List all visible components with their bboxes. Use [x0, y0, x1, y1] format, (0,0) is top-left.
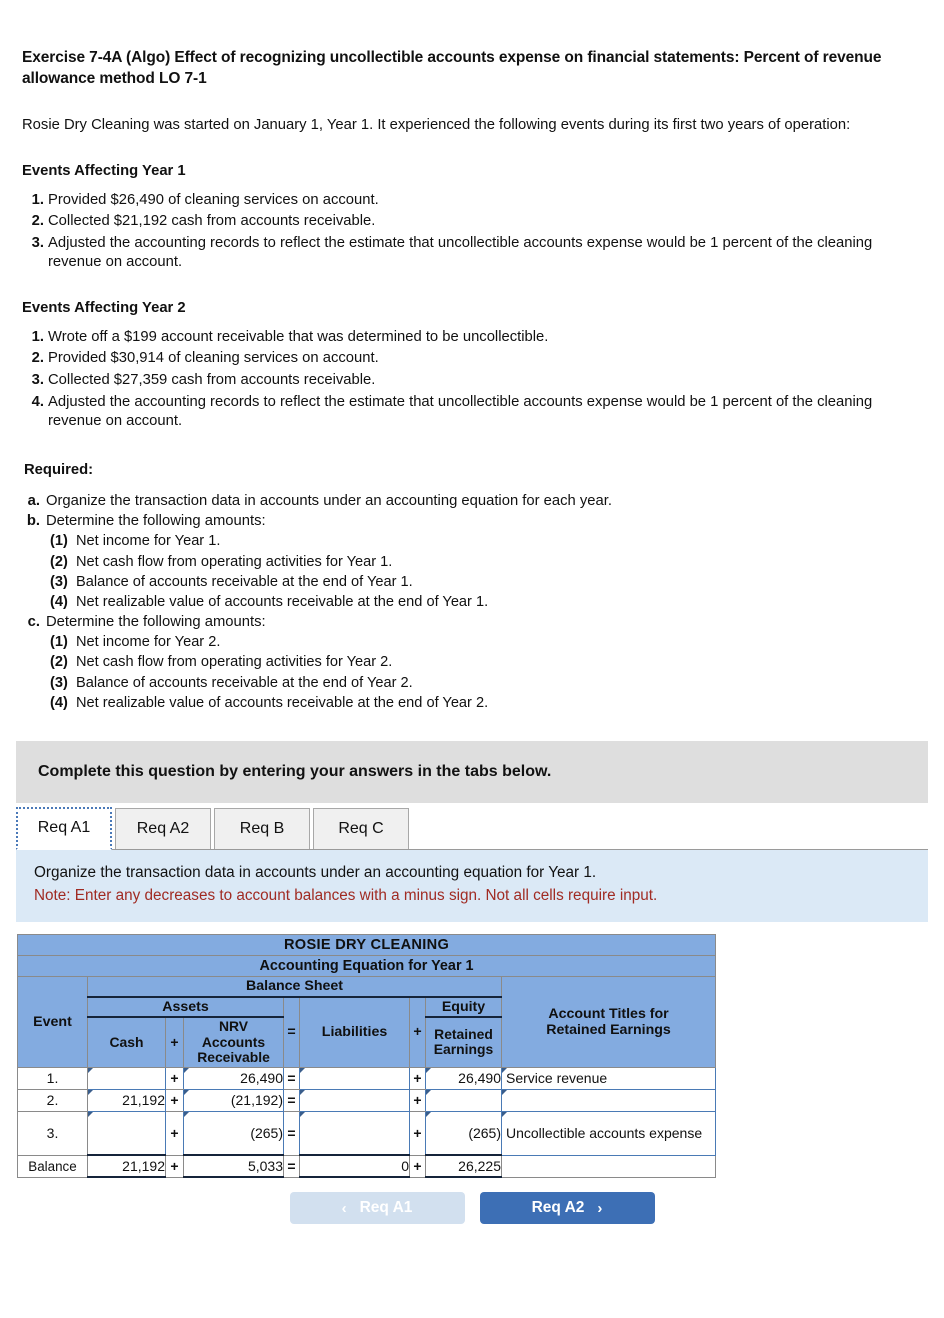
- prev-req-a1-button[interactable]: [290, 1192, 465, 1224]
- plus-operator: +: [166, 1155, 184, 1177]
- event-number: 2.: [18, 1089, 88, 1111]
- plus-operator: +: [166, 1111, 184, 1155]
- table-row: [18, 1067, 716, 1089]
- list-item: [22, 393, 922, 432]
- plus-operator: +: [166, 1089, 184, 1111]
- list-item: [22, 191, 922, 211]
- accounts-receivable-input-row-3[interactable]: (265): [184, 1111, 284, 1155]
- required-subitem-text: Net realizable value of accounts receivable at the end of Year 2.: [76, 694, 489, 711]
- required-subitem: [46, 592, 922, 612]
- required-subitem-text: Net income for Year 1.: [76, 533, 221, 550]
- retained-label-1: Retained: [434, 1025, 493, 1042]
- required-heading: Required:: [24, 461, 94, 478]
- required-sublist: [46, 632, 922, 713]
- cash-input-row-1[interactable]: [88, 1067, 166, 1089]
- year2-event-list: [22, 328, 922, 432]
- list-item-text: Provided $30,914 of cleaning services on account.: [48, 350, 379, 367]
- required-subitem: [46, 632, 922, 652]
- list-item-text: Adjusted the accounting records to reflect the estimate that uncollectible accounts expense would be 1 percent of the cleaning revenue on account.: [48, 393, 873, 430]
- ar-label-nrv: NRV: [218, 1018, 249, 1035]
- balance-cash: 21,192: [88, 1155, 166, 1177]
- next-button-label: Req A2: [531, 1199, 585, 1217]
- table-row: [18, 1089, 716, 1111]
- plus-operator: +: [410, 1155, 426, 1177]
- year1-event-list: [22, 191, 922, 273]
- intro-paragraph: Rosie Dry Cleaning was started on January 1, Year 1. It experienced the following events during its first two years of operation:: [22, 116, 851, 133]
- liabilities-input-row-1[interactable]: [300, 1067, 410, 1089]
- required-item: [20, 491, 922, 511]
- equals-operator: =: [284, 1155, 300, 1177]
- equals-sign-header: =: [284, 997, 300, 1067]
- required-subitem-number: (4): [50, 593, 68, 610]
- required-subitem: [46, 693, 922, 713]
- equals-operator: =: [284, 1067, 300, 1089]
- required-item-number: b.: [26, 513, 40, 529]
- balance-sheet-row: [18, 976, 716, 997]
- list-item: [22, 234, 922, 273]
- retained-earnings-input-row-3[interactable]: (265): [426, 1111, 502, 1155]
- navigation-buttons: [0, 1192, 944, 1242]
- instruction-line: Organize the transaction data in accounts under an accounting equation for Year 1.: [34, 863, 597, 881]
- list-item-text: Collected $21,192 cash from accounts receivable.: [48, 213, 376, 230]
- question-page: [0, 48, 944, 1242]
- equity-header: Equity: [426, 997, 502, 1017]
- equals-operator: =: [284, 1089, 300, 1111]
- plus-operator: +: [166, 1067, 184, 1089]
- balance-retained-earnings: 26,225: [426, 1155, 502, 1177]
- event-number: 3.: [18, 1111, 88, 1155]
- list-item-text: Wrote off a $199 account receivable that was determined to be uncollectible.: [48, 328, 549, 345]
- account-title-input-row-3[interactable]: Uncollectible accounts expense: [502, 1111, 716, 1155]
- list-item-number: 2.: [31, 350, 44, 367]
- year1-heading: Events Affecting Year 1: [22, 162, 186, 179]
- sheet-title-row: [18, 934, 716, 955]
- account-title-input-row-1[interactable]: Service revenue: [502, 1067, 716, 1089]
- event-number: 1.: [18, 1067, 88, 1089]
- required-subitem: [46, 652, 922, 672]
- required-item-text: Organize the transaction data in accounts under an accounting equation for each year.: [46, 492, 612, 509]
- required-item-text: Determine the following amounts:: [46, 613, 266, 630]
- account-titles-line1: Account Titles for: [548, 1005, 669, 1022]
- plus-operator: +: [410, 1089, 426, 1111]
- chevron-right-icon: ›: [597, 1199, 603, 1217]
- equals-operator: =: [284, 1111, 300, 1155]
- account-titles-line2: Retained Earnings: [546, 1021, 671, 1038]
- accounting-equation-sheet: [17, 934, 716, 1179]
- list-item-number: 4.: [31, 393, 44, 410]
- required-subitem-number: (1): [50, 533, 68, 550]
- list-item: [22, 328, 922, 348]
- balance-row: [18, 1155, 716, 1177]
- required-subitem: [46, 673, 922, 693]
- required-item: [20, 511, 922, 612]
- balance-accounts-receivable: 5,033: [184, 1155, 284, 1177]
- retained-earnings-input-row-2[interactable]: [426, 1089, 502, 1111]
- accounts-receivable-input-row-1[interactable]: 26,490: [184, 1067, 284, 1089]
- list-item-number: 1.: [31, 191, 44, 208]
- required-subitem-text: Net cash flow from operating activities for Year 2.: [76, 654, 393, 671]
- tab-req-a2[interactable]: [115, 808, 211, 849]
- required-subitem-number: (4): [50, 694, 68, 711]
- cash-col-header: Cash: [88, 1017, 166, 1067]
- tab-label: Req A1: [37, 819, 91, 837]
- required-subitem-number: (1): [50, 634, 68, 651]
- required-subitem-number: (3): [50, 674, 68, 691]
- required-subitem: [46, 572, 922, 592]
- list-item-number: 2.: [31, 213, 44, 230]
- list-item: [22, 212, 922, 232]
- balance-label: Balance: [18, 1155, 88, 1177]
- required-subitem: [46, 531, 922, 551]
- balance-liabilities: 0: [300, 1155, 410, 1177]
- cash-input-row-3[interactable]: [88, 1111, 166, 1155]
- tab-label: Req B: [239, 819, 285, 837]
- sheet-subtitle: Accounting Equation for Year 1: [18, 955, 716, 976]
- balance-account-title: [502, 1155, 716, 1177]
- complete-question-banner: Complete this question by entering your answers in the tabs below.: [16, 741, 928, 803]
- list-item: [22, 371, 922, 391]
- retained-label-2: Earnings: [433, 1041, 494, 1058]
- assets-plus-header: +: [166, 1017, 184, 1067]
- tab-label: Req C: [338, 819, 384, 837]
- liabilities-input-row-3[interactable]: [300, 1111, 410, 1155]
- list-item-number: 3.: [31, 234, 44, 251]
- required-subitem-number: (2): [50, 654, 68, 671]
- required-subitem: [46, 552, 922, 572]
- required-subitem-text: Net realizable value of accounts receivable at the end of Year 1.: [76, 593, 489, 610]
- required-item-number: c.: [27, 613, 40, 630]
- next-req-a2-button[interactable]: [480, 1192, 655, 1224]
- required-sublist: [46, 531, 922, 612]
- plus-operator: +: [410, 1111, 426, 1155]
- page-title: Exercise 7-4A (Algo) Effect of recognizing uncollectible accounts expense on financial statements: Percent of revenue allowance method LO 7-1: [22, 49, 882, 87]
- instruction-box: [16, 850, 928, 922]
- table-row: [18, 1111, 716, 1155]
- list-item-text: Provided $26,490 of cleaning services on account.: [48, 191, 379, 208]
- accounting-table: [17, 934, 716, 1179]
- required-subitem-text: Net income for Year 2.: [76, 634, 221, 651]
- balance-sheet-header: Balance Sheet: [88, 976, 502, 997]
- required-subitem-text: Balance of accounts receivable at the end of Year 1.: [76, 573, 413, 590]
- list-item-number: 3.: [31, 372, 44, 388]
- list-item-text: Adjusted the accounting records to reflect the estimate that uncollectible accounts expense would be 1 percent of the cleaning revenue on account.: [48, 234, 873, 271]
- sheet-subtitle-row: [18, 955, 716, 976]
- assets-header: Assets: [88, 997, 284, 1017]
- ar-col-header: [184, 1017, 284, 1067]
- ar-label-accounts: Accounts: [201, 1033, 266, 1050]
- required-item: [20, 612, 922, 713]
- tab-req-b[interactable]: [214, 808, 310, 849]
- accounts-receivable-input-row-2[interactable]: (21,192): [184, 1089, 284, 1111]
- account-title-input-row-2[interactable]: [502, 1089, 716, 1111]
- tab-label: Req A2: [136, 819, 190, 837]
- tab-req-a1[interactable]: [16, 807, 112, 850]
- required-item-number: a.: [27, 492, 40, 509]
- liabilities-input-row-2[interactable]: [300, 1089, 410, 1111]
- requirement-tabs: [16, 803, 928, 850]
- list-item-text: Collected $27,359 cash from accounts receivable.: [48, 372, 376, 388]
- liabilities-header: Liabilities: [300, 997, 410, 1067]
- ar-label-receivable: Receivable: [197, 1049, 270, 1066]
- list-item: [22, 349, 922, 369]
- required-list: [20, 491, 922, 713]
- instruction-note: Note: Enter any decreases to account balances with a minus sign. Not all cells require input.: [34, 886, 658, 904]
- required-subitem-number: (3): [50, 573, 68, 590]
- plus-sign-header: +: [410, 997, 426, 1067]
- event-col-header: Event: [18, 976, 88, 1067]
- required-subitem-number: (2): [50, 553, 68, 570]
- chevron-left-icon: ‹: [341, 1199, 347, 1217]
- plus-operator: +: [410, 1067, 426, 1089]
- cash-input-row-2[interactable]: 21,192: [88, 1089, 166, 1111]
- required-subitem-text: Net cash flow from operating activities for Year 1.: [76, 553, 393, 570]
- required-item-text: Determine the following amounts:: [46, 513, 266, 529]
- company-name: ROSIE DRY CLEANING: [18, 934, 716, 955]
- year2-heading: Events Affecting Year 2: [22, 299, 186, 316]
- retained-earnings-input-row-1[interactable]: 26,490: [426, 1067, 502, 1089]
- prev-button-label: Req A1: [359, 1199, 413, 1217]
- account-titles-header: [502, 976, 716, 1067]
- retained-col-header: [426, 1017, 502, 1067]
- tab-req-c[interactable]: [313, 808, 409, 849]
- required-subitem-text: Balance of accounts receivable at the end of Year 2.: [76, 674, 413, 691]
- list-item-number: 1.: [31, 328, 44, 345]
